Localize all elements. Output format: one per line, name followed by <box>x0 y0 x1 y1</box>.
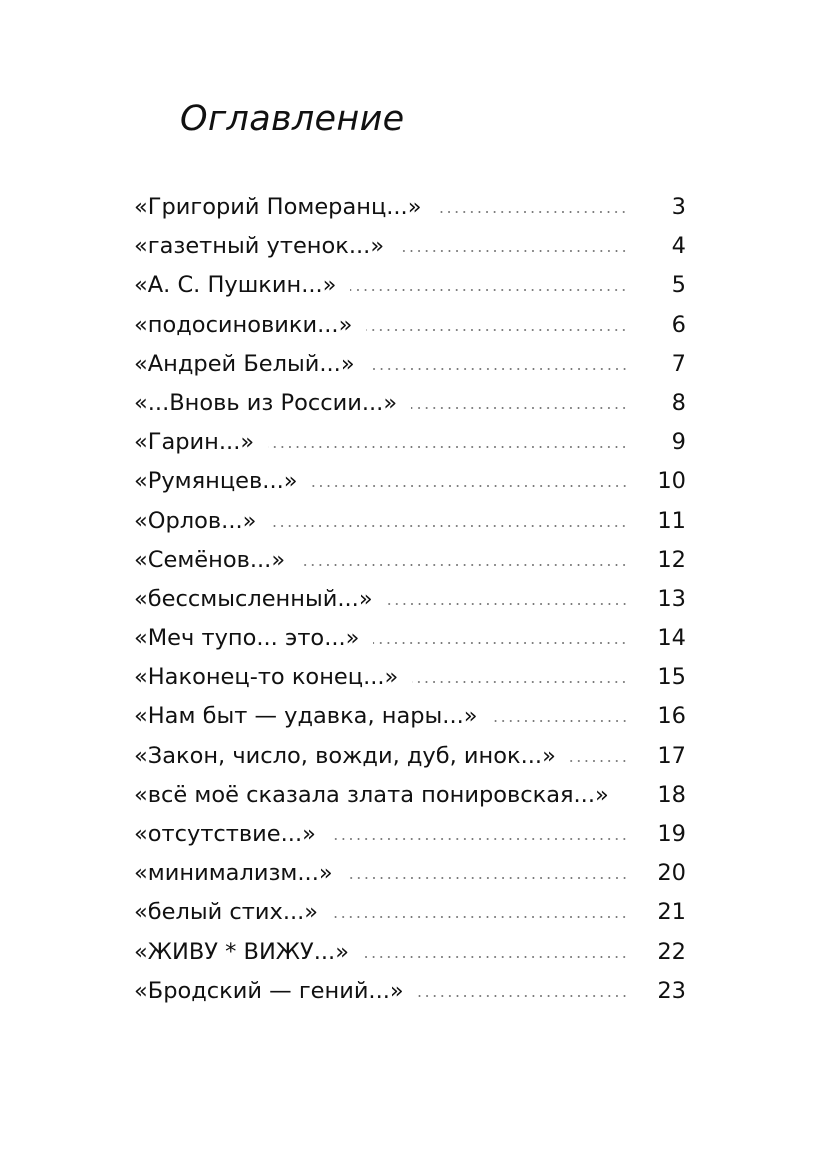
toc-entry[interactable] <box>134 815 686 854</box>
toc-entry[interactable] <box>134 776 686 815</box>
toc-entry[interactable] <box>134 972 686 1011</box>
toc-entry-title[interactable]: «белый стих...» <box>134 899 319 926</box>
toc-entry-title[interactable]: «всё моё сказала злата понировская...» <box>134 781 609 808</box>
toc-entry-title[interactable]: «А. С. Пушкин...» <box>134 272 337 299</box>
toc-page-number: 19 <box>657 821 686 847</box>
toc-entry[interactable] <box>134 384 686 423</box>
toc-page-number: 6 <box>671 311 686 338</box>
dot-leader <box>418 995 628 997</box>
toc-entry-title[interactable]: «минимализм...» <box>134 860 333 887</box>
toc-entry-title[interactable]: «Орлов...» <box>134 507 257 534</box>
dot-leader <box>363 956 628 958</box>
dot-leader <box>270 525 628 527</box>
toc-entry[interactable] <box>134 933 686 972</box>
toc-page-number: 4 <box>671 233 686 260</box>
toc-page-number: 5 <box>671 272 686 299</box>
toc-entry[interactable] <box>134 697 686 736</box>
toc-page-number: 16 <box>657 703 686 730</box>
toc-page-number: 7 <box>671 350 686 377</box>
toc-entry[interactable] <box>134 188 686 227</box>
dot-leader <box>332 916 628 918</box>
toc-page-number: 10 <box>657 468 686 495</box>
toc-entry-title[interactable]: «Григорий Померанц...» <box>134 194 422 220</box>
toc-page-number: 3 <box>671 194 686 220</box>
toc-entry-title[interactable]: «Наконец-то конец...» <box>134 664 399 691</box>
toc-page-number: 21 <box>657 899 686 926</box>
toc-entry-title[interactable]: «Нам быт — удавка, нары...» <box>134 703 478 730</box>
toc-entry-title[interactable]: «Семёнов...» <box>134 546 286 573</box>
toc-page-number: 20 <box>657 860 686 887</box>
toc-entry[interactable] <box>134 266 686 305</box>
dot-leader <box>492 720 628 722</box>
toc-entry-title[interactable]: «отсутствие...» <box>134 821 316 847</box>
toc-entry[interactable] <box>134 462 686 501</box>
dot-leader <box>369 368 628 370</box>
toc-entry[interactable] <box>134 345 686 384</box>
toc-entry[interactable] <box>134 423 686 462</box>
dot-leader <box>623 799 634 801</box>
toc-page-number: 12 <box>657 546 686 573</box>
dot-leader <box>412 681 628 683</box>
toc-page-number: 13 <box>657 585 686 612</box>
dot-leader <box>350 289 628 291</box>
dot-leader <box>398 250 628 252</box>
toc-page-number: 22 <box>657 938 686 965</box>
toc-entry-title[interactable]: «Гарин...» <box>134 429 255 456</box>
dot-leader <box>387 603 628 605</box>
toc-page-number: 9 <box>671 429 686 456</box>
toc-page-number: 15 <box>657 664 686 691</box>
toc-entry-title[interactable]: «подосиновики...» <box>134 311 353 338</box>
toc-page-number: 11 <box>657 507 686 534</box>
toc-page-number: 23 <box>657 977 686 1004</box>
page-title: Оглавление <box>180 99 405 139</box>
dot-leader <box>435 211 628 213</box>
toc-entry-title[interactable]: «Андрей Белый...» <box>134 350 355 377</box>
dot-leader <box>312 485 628 487</box>
dot-leader <box>411 407 628 409</box>
toc-page-number: 17 <box>657 742 686 769</box>
toc-entry-title[interactable]: «Бродский — гений...» <box>134 977 404 1004</box>
toc-entry[interactable] <box>134 893 686 932</box>
toc-page-number: 14 <box>657 625 686 652</box>
dot-leader <box>373 642 628 644</box>
table-of-contents <box>134 188 686 1011</box>
toc-entry[interactable] <box>134 306 686 345</box>
dot-leader <box>570 760 628 762</box>
toc-page-number: 8 <box>671 389 686 416</box>
toc-entry[interactable] <box>134 854 686 893</box>
toc-entry-title[interactable]: «Закон, число, вожди, дуб, инок...» <box>134 742 556 769</box>
toc-entry[interactable] <box>134 737 686 776</box>
toc-entry[interactable] <box>134 502 686 541</box>
dot-leader <box>330 838 628 840</box>
toc-entry[interactable] <box>134 541 686 580</box>
toc-entry-title[interactable]: «газетный утенок...» <box>134 233 385 260</box>
toc-page-number: 18 <box>657 781 686 808</box>
toc-entry[interactable] <box>134 658 686 697</box>
toc-entry-title[interactable]: «Румянцев...» <box>134 468 298 495</box>
toc-entry-title[interactable]: «ЖИВУ * ВИЖУ...» <box>134 938 349 965</box>
toc-entry[interactable] <box>134 580 686 619</box>
dot-leader <box>366 329 628 331</box>
toc-entry-title[interactable]: «бессмысленный...» <box>134 585 373 612</box>
dot-leader <box>268 446 628 448</box>
dot-leader <box>347 877 628 879</box>
toc-entry[interactable] <box>134 619 686 658</box>
toc-entry-title[interactable]: «Меч тупо... это...» <box>134 625 360 652</box>
dot-leader <box>299 564 628 566</box>
toc-entry[interactable] <box>134 227 686 266</box>
toc-entry-title[interactable]: «...Вновь из России...» <box>134 389 398 416</box>
